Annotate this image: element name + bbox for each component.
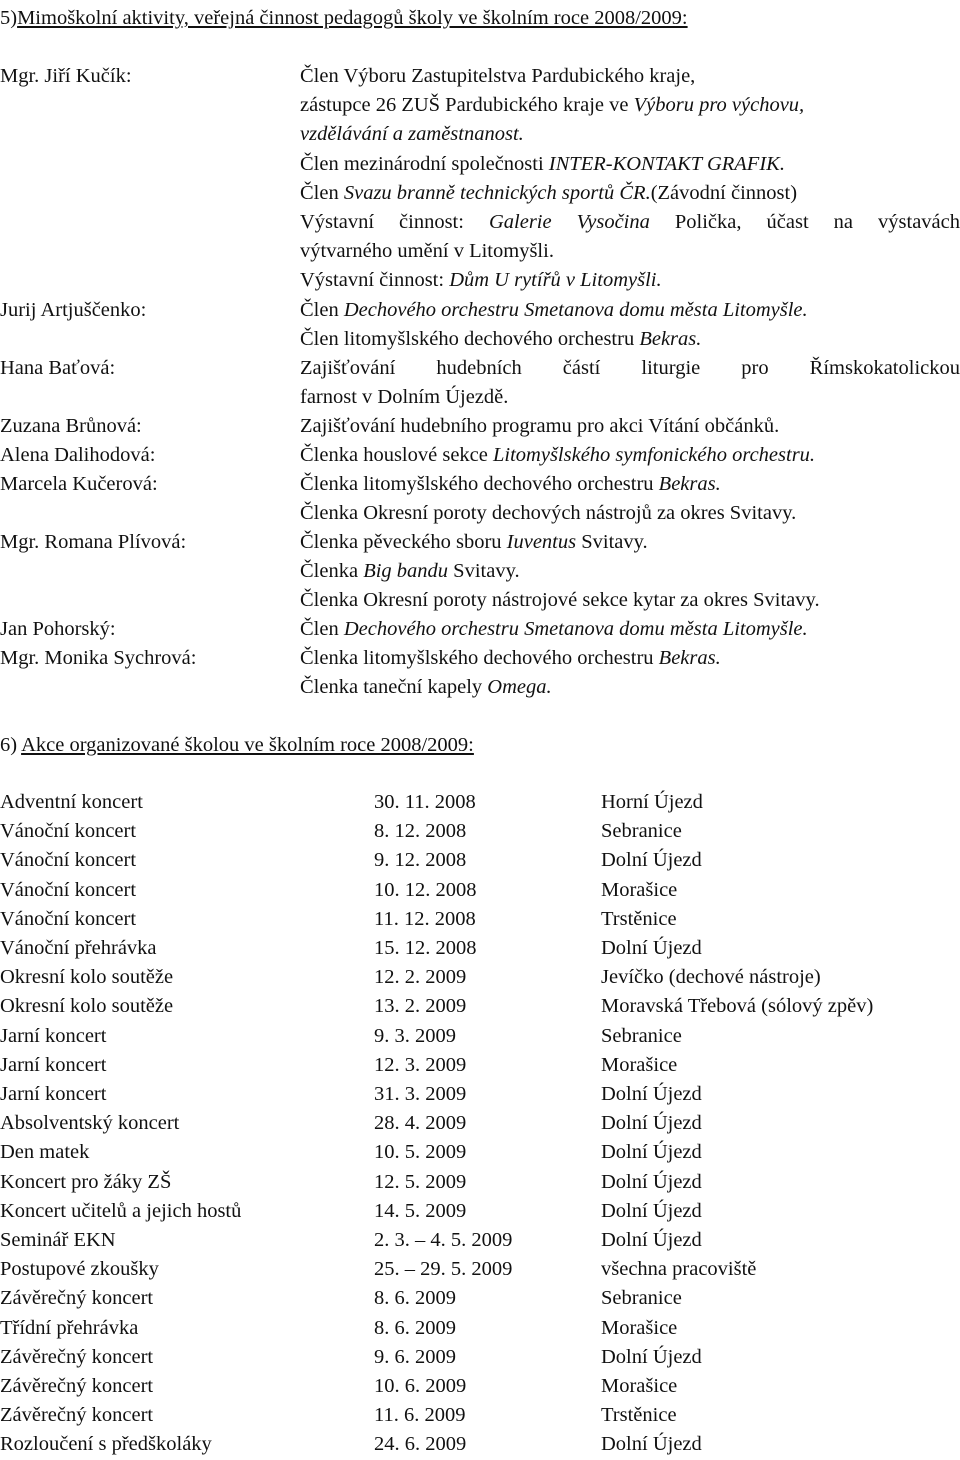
activity-text: Polička, účast na výstavách (649, 211, 960, 233)
event-name (0, 1255, 159, 1284)
event-date (374, 1314, 456, 1343)
activity-text: Omega. (487, 676, 552, 699)
event-place-text: Dolní Újezd (601, 849, 702, 872)
event-place (601, 1168, 702, 1197)
event-date-text: 11. 12. 2008 (374, 907, 476, 930)
section-title: Akce organizované školou ve školním roce 2008/2009: (21, 734, 474, 756)
event-date (374, 934, 477, 963)
event-date-text: 12. 3. 2009 (374, 1053, 467, 1076)
activity-text: výtvarného umění v Litomyšli. (300, 240, 554, 263)
event-place (601, 992, 873, 1021)
event-date-text: 8. 6. 2009 (374, 1287, 456, 1310)
event-name (0, 1343, 153, 1372)
event-date-text: 30. 11. 2008 (374, 791, 476, 813)
event-date-text: 8. 6. 2009 (374, 1316, 456, 1339)
event-place-text: všechna pracoviště (601, 1258, 757, 1281)
event-date-text: 24. 6. 2009 (374, 1433, 467, 1456)
activity-text: zástupce 26 ZUŠ Pardubického kraje ve (300, 94, 634, 117)
event-place-text: Dolní Újezd (601, 1199, 702, 1222)
event-place-text: Trstěnice (601, 907, 677, 930)
teacher-name-text: Alena Dalihodová: (0, 444, 156, 466)
activity-text: INTER-KONTAKT GRAFIK. (548, 152, 785, 175)
event-date-text: 8. 12. 2008 (374, 820, 467, 843)
activity-line (300, 325, 701, 354)
event-name (0, 1109, 179, 1138)
activity-text: Členka taneční kapely (300, 676, 488, 699)
event-date (374, 846, 466, 875)
event-place (601, 788, 703, 817)
activity-text: Zajišťování hudebního programu pro akci Vítání občánků. (300, 415, 780, 437)
event-place (601, 1138, 702, 1167)
teacher-name-text: Mgr. Monika Sychrová: (0, 647, 197, 669)
event-place-text: Dolní Újezd (601, 1112, 702, 1135)
section-number: 5) (0, 7, 18, 29)
event-place-text: Morašice (601, 1375, 678, 1397)
event-name-text: Jarní koncert (0, 1083, 107, 1105)
event-place (601, 1343, 702, 1372)
event-date-text: 9. 3. 2009 (374, 1024, 456, 1047)
event-date (374, 876, 477, 905)
activity-text: Bekras. (639, 328, 702, 351)
event-date (374, 817, 466, 846)
activity-line (300, 441, 815, 470)
event-date (374, 1372, 466, 1401)
teacher-name (0, 528, 186, 557)
event-name (0, 963, 173, 992)
event-name (0, 1401, 153, 1430)
event-place-text: Sebranice (601, 1024, 682, 1047)
activity-text: Členka litomyšlského dechového orchestru (300, 473, 659, 495)
activity-text: Big bandu (363, 560, 449, 583)
activity-text: Litomyšlského symfonického orchestru. (493, 444, 816, 466)
event-date (374, 1051, 466, 1080)
activity-line (300, 499, 796, 528)
event-date (374, 1226, 512, 1255)
event-date (374, 788, 476, 817)
event-date-text: 12. 5. 2009 (374, 1170, 467, 1193)
event-place (601, 1255, 756, 1284)
activity-text: Výstavní činnost: (300, 211, 489, 233)
event-place-text: Dolní Újezd (601, 1433, 702, 1456)
event-place-text: Dolní Újezd (601, 937, 702, 959)
activity-line (300, 383, 508, 412)
activity-text: Výstavní činnost: (300, 269, 450, 292)
event-place-text: Horní Újezd (601, 791, 703, 813)
event-date-text: 14. 5. 2009 (374, 1199, 467, 1222)
activity-text: Člen Výboru Zastupitelstva Pardubického kraje, (300, 65, 696, 87)
event-name-text: Jarní koncert (0, 1024, 107, 1047)
teacher-name-text: Mgr. Jiří Kučík: (0, 65, 132, 87)
event-name (0, 1080, 106, 1109)
event-place-text: Morašice (601, 1053, 678, 1076)
activity-line (300, 266, 662, 295)
event-date (374, 1168, 466, 1197)
event-place (601, 1284, 682, 1313)
activity-line (300, 615, 808, 644)
event-name (0, 1168, 171, 1197)
event-name-text: Vánoční koncert (0, 820, 137, 843)
teacher-name-text: Marcela Kučerová: (0, 473, 158, 495)
activity-text: Člen (300, 618, 344, 640)
activity-text: Galerie Vysočina (488, 211, 650, 233)
activity-line (300, 412, 779, 441)
teacher-name-text: Hana Baťová: (0, 357, 116, 379)
activity-text: Dechového orchestru Smetanova domu města Litomyšle. (343, 299, 808, 321)
event-place (601, 1430, 702, 1459)
activity-text: farnost v Dolním Újezdě. (300, 386, 509, 409)
event-name (0, 1197, 241, 1226)
activity-text: Členka houslové sekce (300, 444, 493, 466)
event-date (374, 992, 466, 1021)
activity-text: Členka litomyšlského dechového orchestru (300, 647, 659, 669)
event-date-text: 10. 5. 2009 (374, 1141, 467, 1164)
event-place-text: Dolní Újezd (601, 1170, 702, 1193)
activity-text: Svazu branně technických sportů ČR. (343, 181, 651, 204)
activity-text: Výboru pro výchovu, (633, 94, 805, 117)
event-name (0, 846, 136, 875)
event-place (601, 817, 682, 846)
event-place (601, 1314, 677, 1343)
event-name (0, 1372, 153, 1401)
event-date (374, 1401, 466, 1430)
event-name-text: Jarní koncert (0, 1053, 107, 1076)
teacher-name-text: Jurij Artjuščenko: (0, 299, 147, 321)
event-name-text: Závěrečný koncert (0, 1345, 154, 1368)
event-date (374, 1197, 466, 1226)
event-date-text: 13. 2. 2009 (374, 995, 467, 1018)
event-name-text: Třídní přehrávka (0, 1316, 139, 1339)
event-place (601, 1401, 677, 1430)
activity-line (300, 354, 960, 383)
event-place-text: Sebranice (601, 1287, 682, 1310)
activity-line (300, 179, 797, 208)
event-place (601, 846, 702, 875)
event-name (0, 876, 136, 905)
teacher-name (0, 354, 115, 383)
event-name-text: Adventní koncert (0, 791, 143, 813)
activity-text: Bekras. (658, 647, 721, 669)
section5-heading (0, 4, 688, 33)
activity-line (300, 644, 721, 673)
activity-line (300, 62, 695, 91)
activity-text: Svitavy. (448, 560, 520, 583)
event-place (601, 1022, 682, 1051)
event-place (601, 1197, 702, 1226)
event-name-text: Závěrečný koncert (0, 1375, 154, 1397)
event-date (374, 963, 466, 992)
teacher-name (0, 615, 116, 644)
event-place-text: Dolní Újezd (601, 1345, 702, 1368)
event-name (0, 1138, 89, 1167)
teacher-name (0, 644, 196, 673)
event-place (601, 963, 821, 992)
event-place (601, 934, 702, 963)
event-place (601, 905, 677, 934)
event-name-text: Rozloučení s předškoláky (0, 1433, 212, 1456)
activity-line (300, 528, 648, 557)
event-date-text: 25. – 29. 5. 2009 (374, 1258, 513, 1281)
section-number: 6) (0, 734, 22, 756)
activity-text: Iuventus (506, 531, 577, 553)
activity-text: Člen (300, 299, 344, 321)
teacher-name (0, 470, 158, 499)
event-place (601, 1226, 702, 1255)
event-place-text: Morašice (601, 1316, 678, 1339)
event-date-text: 10. 12. 2008 (374, 878, 477, 901)
event-date (374, 1430, 466, 1459)
event-date (374, 905, 476, 934)
activity-text: Dům U rytířů v Litomyšli. (449, 269, 662, 292)
event-date-text: 9. 6. 2009 (374, 1345, 456, 1368)
section6-heading (0, 731, 474, 760)
event-date-text: 28. 4. 2009 (374, 1112, 467, 1135)
event-name (0, 1022, 106, 1051)
activity-text: Svitavy. (576, 531, 648, 553)
event-name-text: Postupové zkoušky (0, 1258, 159, 1281)
event-date (374, 1255, 512, 1284)
event-name-text: Vánoční přehrávka (0, 937, 157, 959)
event-name (0, 1430, 212, 1459)
event-name (0, 1314, 138, 1343)
activity-text: Členka (300, 560, 364, 583)
activity-line (300, 296, 808, 325)
activity-text: Zajišťování hudebních částí liturgie pro Římskokatolickou (300, 357, 960, 379)
activity-line (300, 91, 804, 120)
event-name (0, 1226, 116, 1255)
event-place-text: Jevíčko (dechové nástroje) (601, 966, 821, 989)
activity-line (300, 237, 554, 266)
event-date (374, 1080, 466, 1109)
event-date-text: 15. 12. 2008 (374, 937, 477, 959)
event-place (601, 1051, 677, 1080)
teacher-name-text: Jan Pohorský: (0, 618, 116, 640)
event-date (374, 1343, 456, 1372)
event-date (374, 1284, 456, 1313)
event-name (0, 934, 157, 963)
event-date (374, 1138, 466, 1167)
event-place-text: Dolní Újezd (601, 1141, 702, 1164)
event-name-text: Seminář EKN (0, 1229, 116, 1251)
activity-text: Dechového orchestru Smetanova domu města Litomyšle. (343, 618, 808, 640)
event-name-text: Vánoční koncert (0, 849, 137, 872)
event-name-text: Závěrečný koncert (0, 1287, 154, 1310)
event-name-text: Absolventský koncert (0, 1112, 180, 1135)
activity-text: vzdělávání a zaměstnanost. (300, 123, 524, 146)
activity-line (300, 557, 520, 586)
event-place (601, 1372, 677, 1401)
event-name (0, 788, 143, 817)
event-name-text: Den matek (0, 1141, 90, 1164)
event-name-text: Koncert pro žáky ZŠ (0, 1170, 172, 1193)
event-place (601, 1109, 702, 1138)
event-place-text: Morašice (601, 878, 678, 901)
event-place-text: Sebranice (601, 820, 682, 843)
activity-line (300, 120, 524, 149)
event-name (0, 905, 136, 934)
teacher-name (0, 296, 146, 325)
event-date-text: 10. 6. 2009 (374, 1375, 467, 1397)
event-date (374, 1022, 456, 1051)
activity-text: Člen (300, 181, 344, 204)
event-name (0, 992, 173, 1021)
event-name-text: Koncert učitelů a jejich hostů (0, 1199, 242, 1222)
event-place (601, 876, 677, 905)
event-date-text: 11. 6. 2009 (374, 1404, 466, 1427)
event-date-text: 9. 12. 2008 (374, 849, 467, 872)
activity-text: Bekras. (658, 473, 721, 495)
event-name (0, 817, 136, 846)
activity-text: (Závodní činnost) (650, 181, 798, 204)
activity-line (300, 673, 552, 702)
event-date-text: 2. 3. – 4. 5. 2009 (374, 1229, 513, 1251)
activity-text: Člen mezinárodní společnosti (300, 152, 549, 175)
activity-line (300, 208, 960, 237)
event-name-text: Okresní kolo soutěže (0, 995, 174, 1018)
activity-line (300, 150, 785, 179)
event-date-text: 12. 2. 2009 (374, 966, 467, 989)
activity-text: Členka Okresní poroty nástrojové sekce kytar za okres Svitavy. (300, 589, 820, 612)
event-name-text: Okresní kolo soutěže (0, 966, 174, 989)
event-date (374, 1109, 466, 1138)
activity-text: Člen litomyšlského dechového orchestru (300, 328, 640, 351)
event-place-text: Dolní Újezd (601, 1083, 702, 1105)
event-place-text: Trstěnice (601, 1404, 677, 1427)
teacher-name-text: Zuzana Brůnová: (0, 415, 142, 437)
section-title: Mimoškolní aktivity, veřejná činnost pedagogů školy ve školním roce 2008/2009: (17, 7, 688, 29)
teacher-name (0, 412, 142, 441)
teacher-name-text: Mgr. Romana Plívová: (0, 531, 187, 553)
event-date-text: 31. 3. 2009 (374, 1083, 467, 1105)
teacher-name (0, 62, 132, 91)
activity-text: Členka Okresní poroty dechových nástrojů za okres Svitavy. (300, 502, 797, 525)
activity-line (300, 470, 721, 499)
event-name (0, 1284, 153, 1313)
event-name (0, 1051, 106, 1080)
activity-line (300, 586, 820, 615)
event-place-text: Moravská Třebová (sólový zpěv) (601, 995, 874, 1018)
event-place-text: Dolní Újezd (601, 1229, 702, 1251)
teacher-name (0, 441, 155, 470)
event-name-text: Vánoční koncert (0, 907, 137, 930)
event-place (601, 1080, 702, 1109)
event-name-text: Závěrečný koncert (0, 1404, 154, 1427)
event-name-text: Vánoční koncert (0, 878, 137, 901)
activity-text: Členka pěveckého sboru (300, 531, 507, 553)
